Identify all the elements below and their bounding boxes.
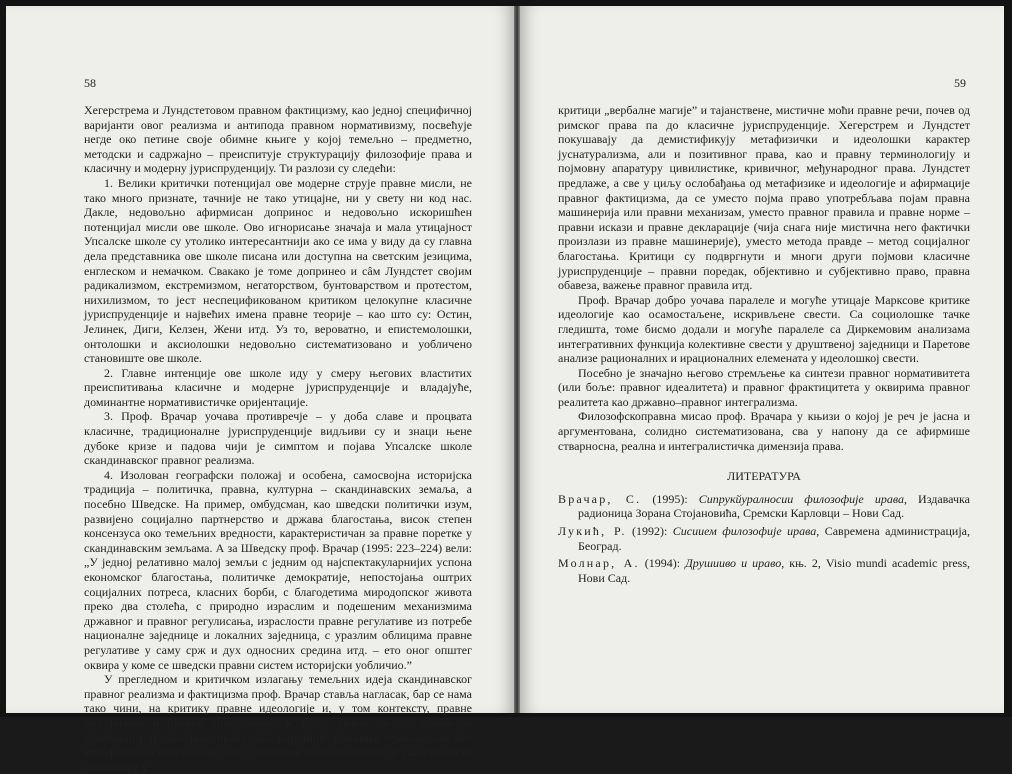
right-page-body [558, 103, 970, 588]
paragraph: 3. Проф. Врачар уочава противречје – у доба славе и процвата класичне, традиционалне јуриспруденције видљиви су и знаци њене дубоке кризе и падова чији је симптом и појава Упсалске школе скандинавског правног реализма. [84, 409, 472, 468]
page-number-left: 58 [84, 76, 96, 90]
literature-heading: ЛИТЕРАТУРА [727, 469, 801, 484]
bib-year: (1995): [641, 491, 699, 506]
bib-publisher: , Издавачка радионица Зорана Стојановића, Сремски Карловци – Нови Сад. [578, 491, 971, 521]
paragraph: 4. Изолован географски положај и особена, самосвојна историјска традиција – политичка, правна, културна – скандинавских земаља, а посебно Шведске. На пример, омбудсман, као шведски политички изум, развијено социјално партнерство и држава благостања, висок степен консензуса око темељних вредности, карактеристичан за правне поретке у скандинавским земљама. А за Шведску проф. Врачар (1995: 223–224) вели: „У једној релативно малој земљи с једним од најспектакуларнијих успона економског благостања, политичке демократије, непостојања оштрих социјалних потреса, класних борби, с благодетима миродопског живота преко два столећа, с природно израслим и подешеним механизмима државног и правног регулисања, израслости правне регулативе из потребе националне заједнице и локалних заједница, с уразлим облицима правне регулативе у саму срж и дух односних средина итд. – ето оног општег оквира у коме се шведски правни систем историјски уобличио.” [84, 467, 472, 672]
paragraph: 2. Главне интенције ове школе иду у смеру његових властитих преиспитивања класичне и модерне јуриспруденције и владајуће, доминантне нормативистичке оријентације. [84, 365, 472, 409]
bib-year: (1994): [639, 556, 686, 571]
bib-publisher: , књ. 2, Visio mundi academic press, Нови Сад. [578, 556, 971, 585]
left-page [6, 6, 514, 774]
bib-title: Друшииво и ираво [685, 556, 782, 571]
paragraph: Посебно је значајно његово стремљење ка синтези правног нормативитета (или боље: правног идеалитета) и правног фрактицитета у оквирима правног реалитета као државно–правног интегрализма. [558, 365, 970, 409]
bibliography-entry [558, 556, 970, 585]
bib-author: Молнар, А. [558, 556, 640, 571]
bib-title: Сисиием филозофије ирава [672, 524, 817, 539]
paragraph: Хегерстрема и Лундстетовом правном фактицизму, као једној специфичној варијанти овог реализма и антипода правном нормативизму, посвећује негде око петине своје обимне књиге у којој темељно – предметно, методски и садржајно – преиспитује структурацију филозофије права и класичну и модерну јуриспруденцију. Ти разлози су следећи: [84, 103, 472, 176]
bib-author: Врачар, С. [558, 491, 642, 506]
bib-year: (1992): [626, 524, 673, 539]
paragraph: У прегледном и критичком излагању темељних идеја скандинавског правног реализма и фактицизма проф. Врачар ставља нагласак, бар се нама тако чини, на критику правне идеологије и, у том контексту, правне метафизике и правне спекулације. У целој књизи он се залаже за афирмацију филозофије права, као најумније бављења правом, али без метафизике и спекулације. Он с особитом пажњом анализује скандинавске доприносе у [84, 672, 472, 774]
right-page [520, 6, 1004, 713]
paragraph: Филозофскоправна мисао проф. Врачара у књизи о којој је реч је јасна и аргументована, солидно систематизована, сва у напону да се афирмише стварносна, реална и интегралистичка димензија права. [558, 409, 970, 453]
paragraph: критици „вербалне магије” и тајанствене, мистичне моћи правне речи, почев од римског права па до класичне јуриспруденције. Хегерстрем и Лундстет покушавају да демистификују метафизички и идеолошки карактер јуснатурализма, али и позитивног права, као и правну терминологију и појмовну апаратуру цивилистике, кривичног, међународног права. Лундстет предлаже, а све у циљу ослобађања од метафизике и идеологије и афирмације правног фактицизма, да се уместо појма право употребљава појам правна машинерија или правни механизам, уместо правног правила и правне норме – правни искази и правне декларације (чија снага није мистична него фактички произлази из правне машинерије), уместо метода правде – метод социјалног благостања. Критици су подвргнути и многи други појмови класичне јуриспруденције – правни поредак, објективно и субјективно право, правна обавеза, важење правног правила итд. [558, 103, 970, 293]
bib-title: Сипрукйуралносии филозофије ирава [698, 491, 904, 506]
bib-author: Лукић, Р. [558, 524, 627, 539]
bibliography-entry [558, 492, 970, 521]
bibliography-entry [558, 524, 970, 553]
bib-publisher: , Савремена администрација, Београд. [578, 524, 970, 553]
left-page-body [84, 103, 472, 774]
paragraph: Проф. Врачар добро уочава паралеле и могуће утицаје Марксове критике идеологије као осамостаљене, искривљене свести. Са социолошке тачке гледишта, томе бисмо додали и могуће паралеле са Диркемовим анализама интегративних функција колективне свести у друштвеној заједници и Паретове анализе рационалних и ирационалних елемената у идеолошкој свести. [558, 292, 970, 366]
page-number-right: 59 [954, 76, 966, 90]
paragraph: 1. Велики критички потенцијал ове модерне струје правне мисли, не тако много признате, тачније не тако утицајне, ни у свету ни код нас. Дакле, недовољно афирмисан допринос и недовољно искоришћен потенцијал мисли ове школе. Ово игнорисање значаја и мала утицајност Упсалске школе су утолико интересантнији ако се има у виду да су главна дела представника ове школе писана или доступна на светским језицима, енглеском и немачком. Свакако је томе допринео и сâм Лундстет својим радикализмом, екстремизмом, негаторством, бунтоварством и протестом, нихилизмом, то јест неспецификованом критиком целокупне класичне јуриспруденције и највећих имена правне теорије – као што су: Остин, Јелинек, Диги, Келзен, Жени итд. Уз то, вероватно, и епистемолошки, онтолошки и аксиолошки недовољно систематизовано и уобличено становиште ове школе. [84, 175, 472, 366]
